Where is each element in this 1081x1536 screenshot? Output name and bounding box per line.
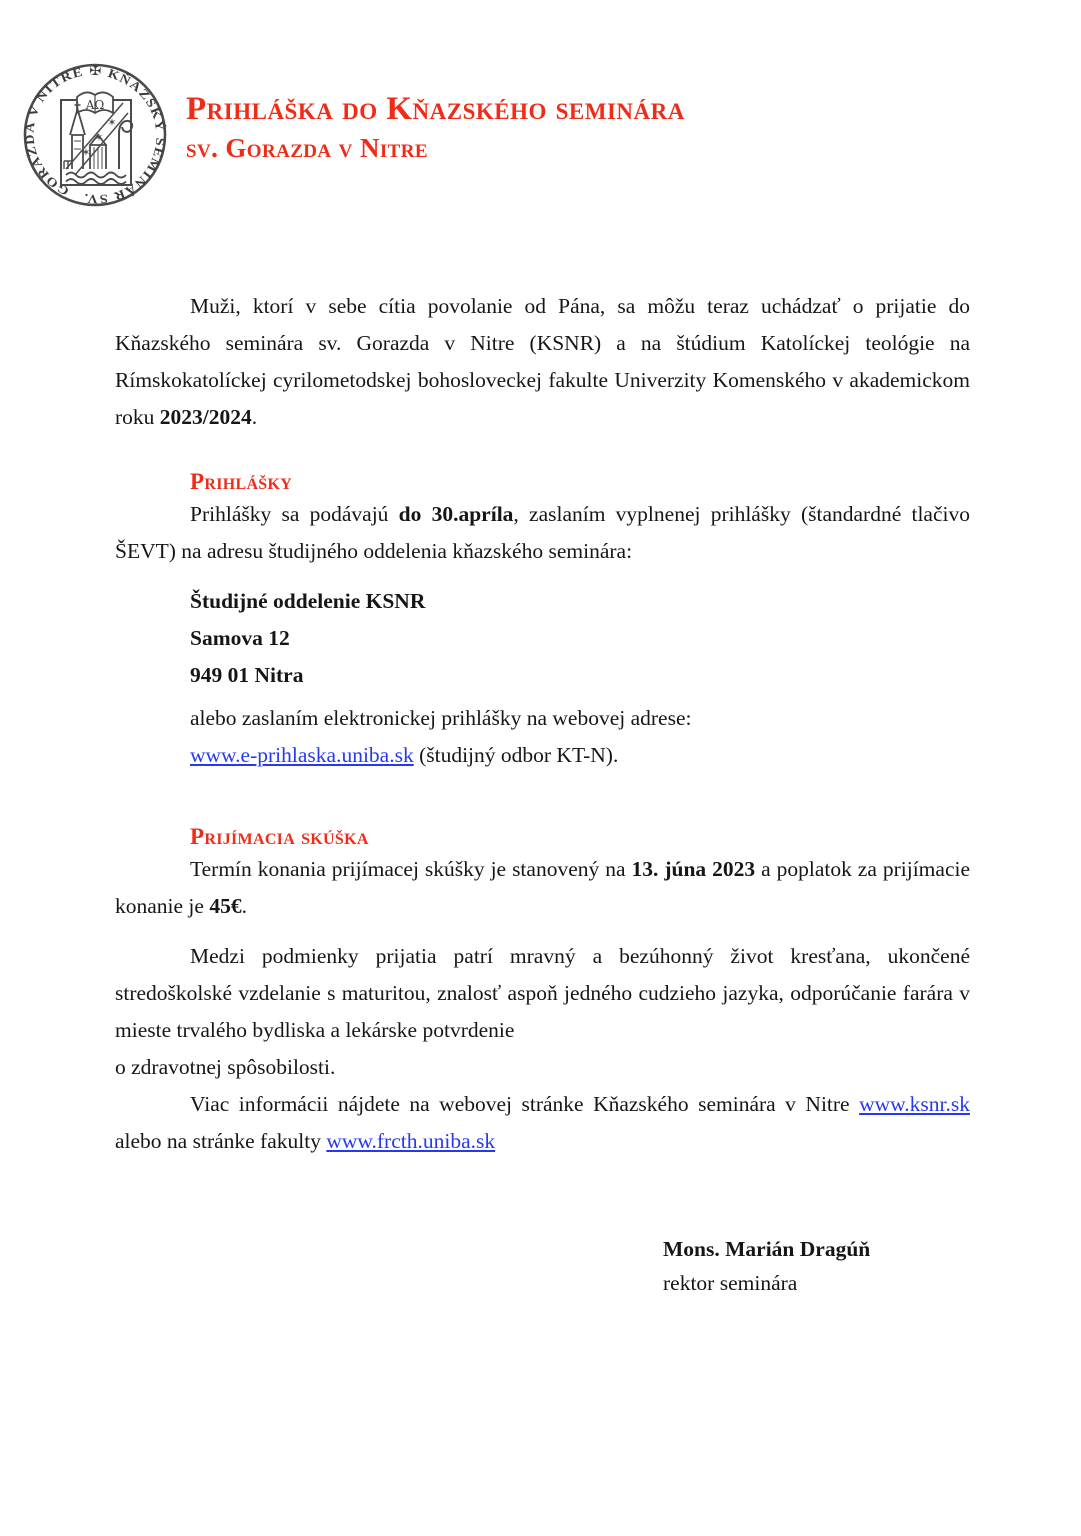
svg-text:✶: ✶	[107, 117, 117, 129]
prihlasky-paragraph	[115, 496, 970, 570]
document-body	[115, 288, 970, 1300]
seal-ring-text: GORAZDA V NITRE ✠ KŇAZSKÝ SEMINÁR SV.	[22, 63, 168, 207]
electronic-application-text: alebo zaslaním elektronickej prihlášky na webovej adrese:	[190, 706, 692, 730]
seal-icon	[20, 57, 170, 212]
prihlasky-text-pre: Prihlášky sa podávajú	[190, 502, 399, 526]
signature-block	[663, 1232, 970, 1300]
prihlasky-deadline: do 30.apríla	[398, 502, 514, 526]
intro-academic-year: 2023/2024	[159, 405, 252, 429]
prihlasky-text-post: , zaslaním vyplnenej prihlášky (štandardné tlačivo ŠEVT) na adresu študijného oddelenia kňazského seminára:	[115, 502, 970, 563]
signature-name: Mons. Marián Dragúň	[663, 1237, 871, 1261]
electronic-application-block	[190, 700, 970, 774]
electronic-application-note: (študijný odbor KT-N).	[413, 743, 619, 767]
ksnr-website-link[interactable]: www.ksnr.sk	[859, 1092, 970, 1116]
exam-text-pre: Termín konania prijímacej skúšky je stanovený na	[190, 857, 632, 881]
svg-text:✶: ✶	[81, 147, 91, 159]
intro-period: .	[251, 405, 258, 429]
electronic-application-link-line	[190, 737, 970, 774]
section-heading-prihlasky: Prihlášky	[190, 469, 293, 494]
exam-paragraph	[115, 851, 970, 925]
exam-date: 13. júna 2023	[631, 857, 756, 881]
more-info-paragraph	[115, 1086, 970, 1160]
address-line-city: 949 01 Nitra	[190, 663, 304, 687]
svg-text:ΑΩ: ΑΩ	[85, 98, 105, 112]
alpha-omega-book-icon	[77, 92, 113, 113]
e-prihlaska-link[interactable]: www.e-prihlaska.uniba.sk	[190, 743, 414, 767]
intro-text: Muži, ktorí v sebe cítia povolanie od Pána, sa môžu teraz uchádzať o prijatie do Kňazského seminára sv. Gorazda v Nitre (KSNR) a na štúdium Katolíckej teológie na Rímskokatolíckej cyrilometodskej bohosloveckej fakulte Univerzity Komenského v akademickom roku	[115, 294, 970, 429]
section-heading-prijimacia-skuska: Prijímacia skúška	[190, 824, 369, 849]
signature-role: rektor seminára	[663, 1271, 798, 1295]
more-info-text-mid: alebo na stránke fakulty	[115, 1129, 327, 1153]
document-title-line1: Prihláška do Kňazského seminára	[186, 91, 685, 127]
more-info-text-pre: Viac informácii nájdete na webovej stránke Kňazského seminára v Nitre	[190, 1092, 860, 1116]
exam-fee: 45€	[209, 894, 242, 918]
exam-text-mid: a poplatok za prijímacie konanie je	[115, 857, 971, 918]
waves-icon	[66, 173, 126, 185]
document-header	[0, 0, 1081, 212]
address-line-department: Študijné oddelenie KSNR	[190, 589, 426, 613]
exam-period: .	[241, 894, 247, 918]
faculty-website-link[interactable]: www.frcth.uniba.sk	[326, 1129, 496, 1153]
conditions-text-continued: o zdravotnej spôsobilosti.	[115, 1055, 336, 1079]
seminary-seal-logo	[20, 57, 170, 212]
svg-text:✶: ✶	[94, 132, 104, 144]
conditions-text: Medzi podmienky prijatia patrí mravný a bezúhonný život kresťana, ukončené stredoškolské vzdelanie s maturitou, znalosť aspoň jedného cudzieho jazyka, odporúčanie farára v mieste trvalého bydliska a lekárske potvrdenie	[115, 944, 970, 1042]
address-line-street: Samova 12	[190, 626, 290, 650]
document-title-line2: sv. Gorazda v Nitre	[186, 133, 428, 163]
conditions-paragraph	[115, 938, 970, 1086]
address-block	[190, 583, 970, 694]
document-title-block	[186, 57, 685, 167]
intro-paragraph	[115, 288, 970, 436]
